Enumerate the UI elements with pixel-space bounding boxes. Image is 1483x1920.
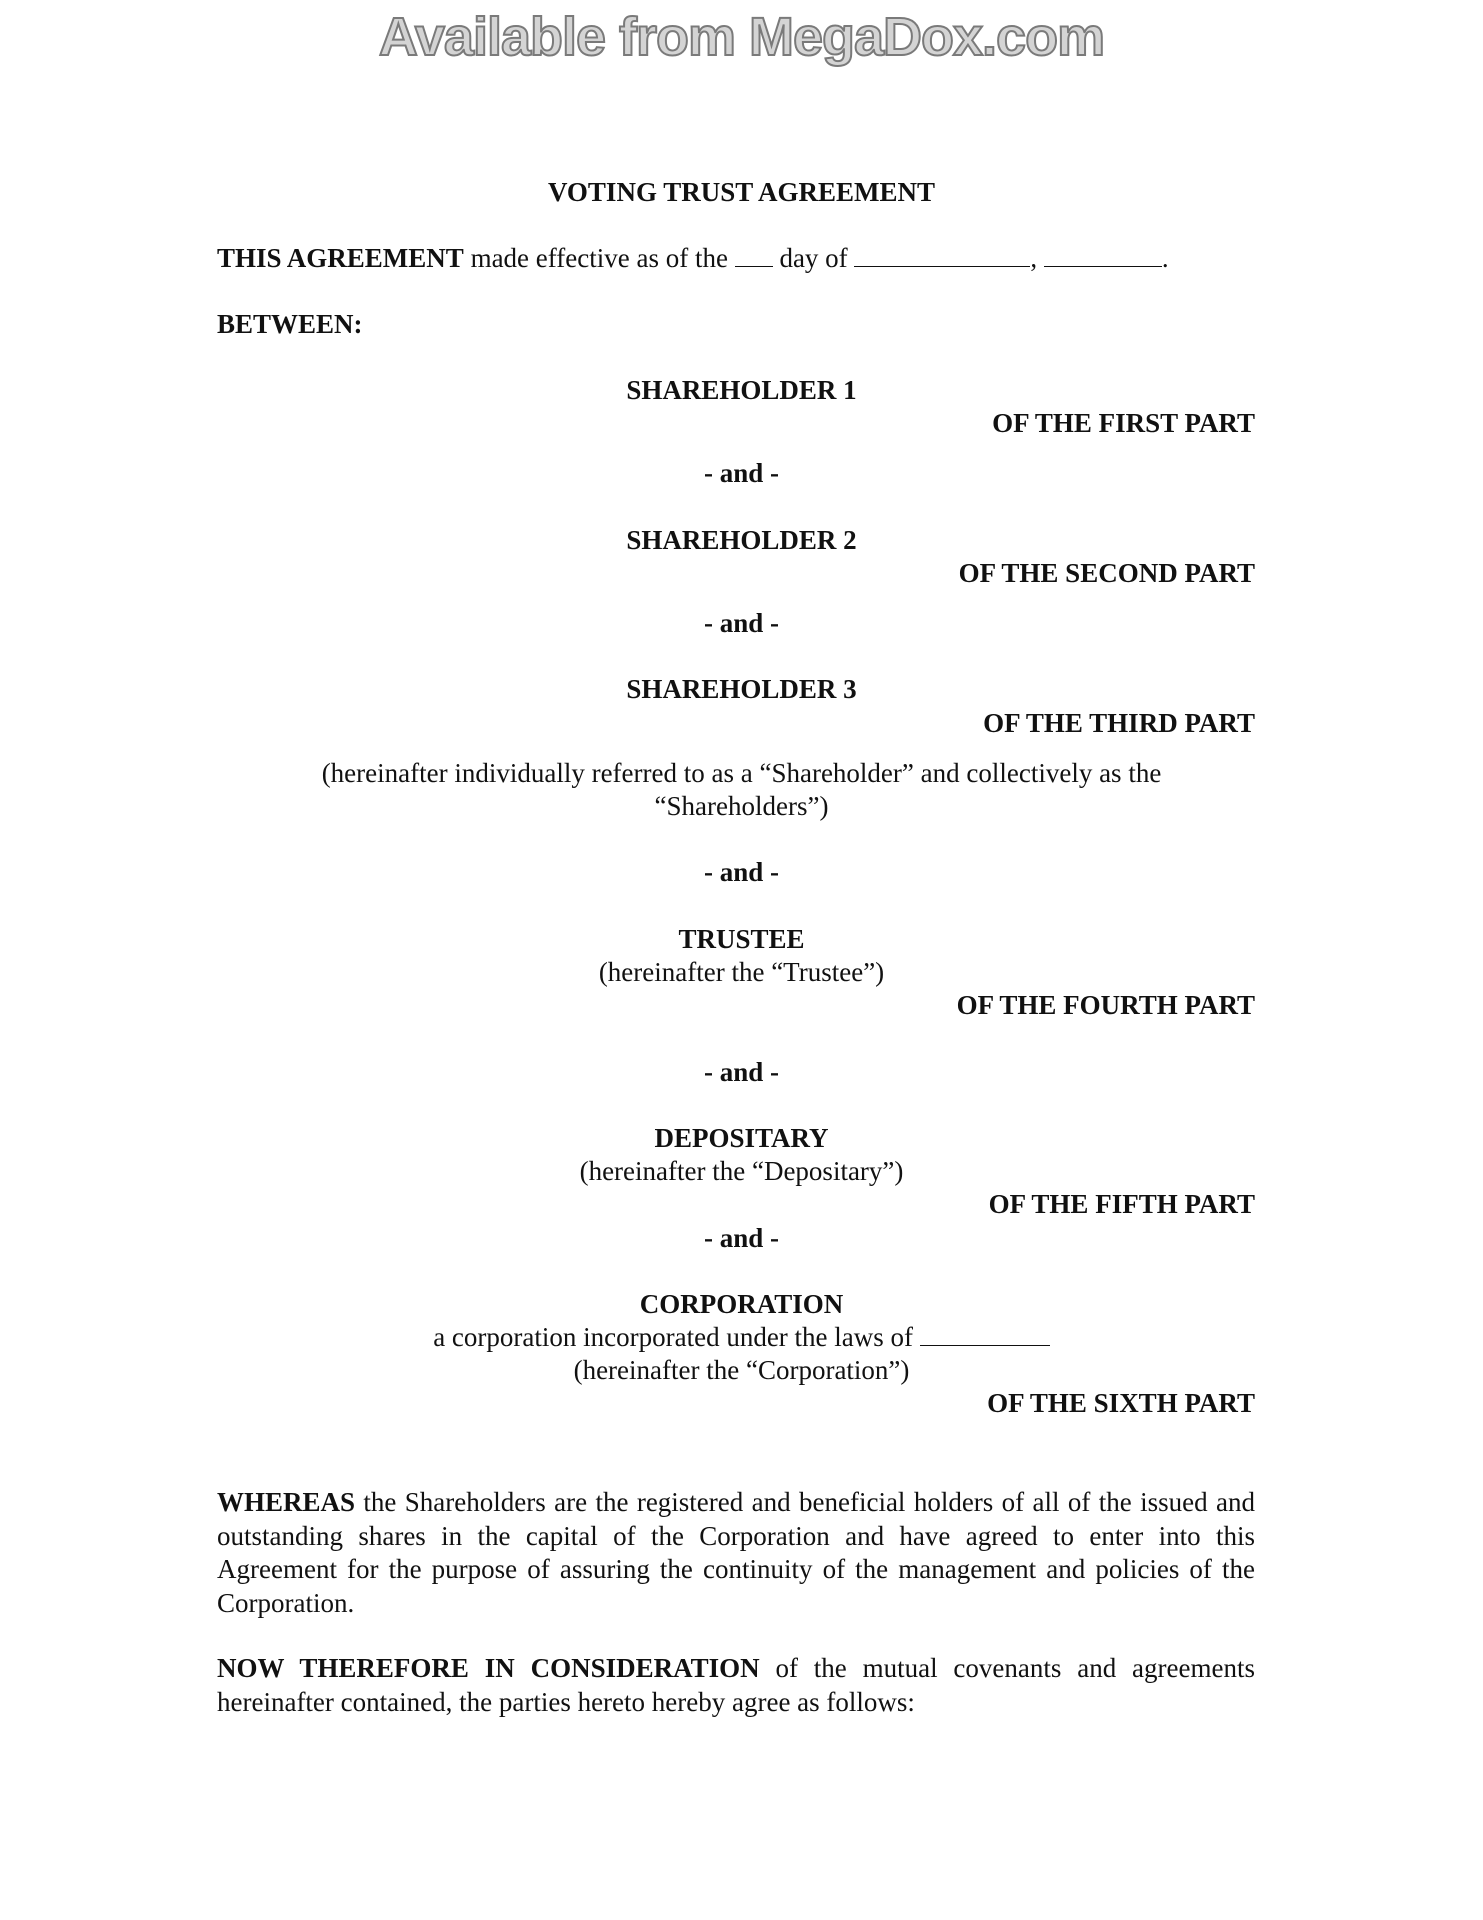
party-laws-corporation <box>0 1321 1483 1353</box>
party-desc-depositary: (hereinafter the “Depositary”) <box>579 1156 904 1186</box>
party-part-fourth: OF THE FOURTH PART <box>956 990 1255 1020</box>
party-desc-trustee: (hereinafter the “Trustee”) <box>598 957 885 987</box>
intro-lead: THIS AGREEMENT <box>217 243 464 273</box>
whereas-lead: WHEREAS <box>217 1487 356 1517</box>
party-name-corporation: CORPORATION <box>639 1289 844 1319</box>
whereas-paragraph <box>217 1486 1255 1620</box>
now-therefore-lead: NOW THEREFORE IN CONSIDERATION <box>217 1653 760 1683</box>
and-separator: - and - <box>703 608 779 638</box>
watermark: Available from MegaDox.com <box>378 7 1105 67</box>
now-therefore-paragraph <box>217 1652 1255 1719</box>
jurisdiction-blank <box>920 1323 1050 1346</box>
intro-text-4: . <box>1161 243 1169 273</box>
shareholders-note-line-1: (hereinafter individually referred to as a “Shareholder” and collectively as the <box>321 758 1162 788</box>
intro-text-3: , <box>1030 243 1044 273</box>
document-title: VOTING TRUST AGREEMENT <box>547 177 936 207</box>
now-therefore-text: of the mutual covenants and agreements hereinafter contained, the parties hereto hereby agree as follows: <box>217 1653 1255 1717</box>
year-blank <box>1044 244 1162 267</box>
intro-text-2: day of <box>772 243 855 273</box>
and-separator: - and - <box>703 857 779 887</box>
and-separator: - and - <box>703 458 779 488</box>
whereas-text: the Shareholders are the registered and beneficial holders of all of the issued and outstanding shares in the capital of the Corporation and have agreed to enter into this Agreement for the purpose of assuring the continuity of the management and policies of the Corporation. <box>217 1487 1255 1618</box>
party-name-trustee: TRUSTEE <box>678 924 805 954</box>
party-part-first: OF THE FIRST PART <box>992 408 1255 438</box>
day-blank <box>735 244 773 267</box>
and-separator: - and - <box>703 1223 779 1253</box>
shareholders-note-line-2: “Shareholders”) <box>654 791 829 821</box>
party-name-shareholder-1: SHAREHOLDER 1 <box>626 375 857 405</box>
and-separator: - and - <box>703 1057 779 1087</box>
party-name-shareholder-2: SHAREHOLDER 2 <box>626 525 857 555</box>
laws-text: a corporation incorporated under the laws of <box>433 1322 920 1352</box>
party-part-second: OF THE SECOND PART <box>958 558 1255 588</box>
party-name-depositary: DEPOSITARY <box>654 1123 829 1153</box>
intro-text-1: made effective as of the <box>463 243 735 273</box>
party-part-fifth: OF THE FIFTH PART <box>988 1189 1255 1219</box>
party-part-third: OF THE THIRD PART <box>983 708 1255 738</box>
month-blank <box>854 244 1030 267</box>
between-label: BETWEEN: <box>217 309 363 339</box>
party-name-shareholder-3: SHAREHOLDER 3 <box>626 674 857 704</box>
party-part-sixth: OF THE SIXTH PART <box>987 1388 1255 1418</box>
party-desc-corporation: (hereinafter the “Corporation”) <box>573 1355 910 1385</box>
intro-line <box>217 242 1169 274</box>
